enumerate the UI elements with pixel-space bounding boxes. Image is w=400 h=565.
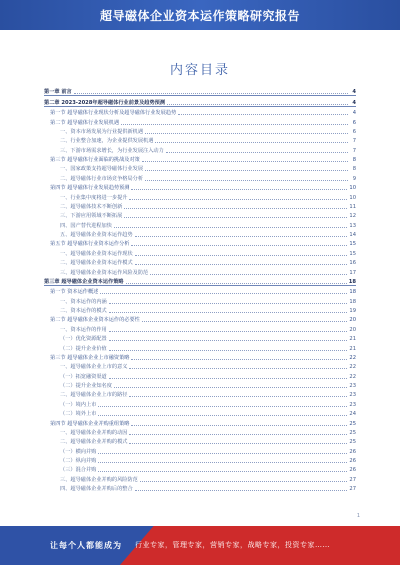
- toc-entry-page: 4: [352, 99, 356, 106]
- toc-entry-title: 第一节 超导磁体行业现状分析及超导磁体行业发展趋势: [50, 110, 177, 117]
- toc-entry-page: 25: [349, 439, 356, 446]
- toc-entry[interactable]: [44, 408, 356, 417]
- toc-dot-leader: [129, 368, 347, 369]
- toc-entry[interactable]: [44, 352, 356, 361]
- toc-dot-leader: [114, 227, 348, 228]
- toc-entry[interactable]: [44, 398, 356, 407]
- toc-dot-leader: [129, 434, 347, 435]
- toc-entry[interactable]: [44, 229, 356, 238]
- toc-entry[interactable]: [44, 182, 356, 191]
- toc-entry-page: 16: [349, 260, 356, 267]
- toc-entry[interactable]: [44, 455, 356, 464]
- toc-entry-page: 23: [349, 401, 356, 408]
- toc-entry-page: 18: [348, 278, 356, 285]
- toc-dot-leader: [142, 321, 348, 322]
- toc-entry-page: 26: [349, 458, 356, 464]
- toc-entry-title: 三、下游市场需求增长，为行业发展注入动力: [60, 147, 164, 154]
- toc-entry-page: 4: [352, 89, 356, 96]
- toc-entry-page: 23: [349, 383, 356, 389]
- toc-dot-leader: [109, 350, 348, 351]
- toc-entry-page: 20: [349, 326, 356, 333]
- toc-entry-title: 第二章 2023-2028年超导磁体行业前景及趋势预测: [44, 99, 166, 106]
- toc-entry-title: 三、超导磁体企业并购的风险防范: [60, 476, 138, 483]
- toc-entry[interactable]: [44, 342, 356, 351]
- toc-entry-page: 9: [352, 175, 356, 182]
- toc-entry-page: 25: [349, 420, 356, 427]
- toc-entry-page: 4: [352, 110, 356, 117]
- page-number: 1: [356, 513, 360, 519]
- toc-entry-title: 一、超导磁体企业并购的动因: [60, 429, 128, 436]
- toc-entry-page: 8: [352, 157, 356, 163]
- toc-entry[interactable]: [44, 323, 356, 332]
- toc-entry-title: （二）境外上市: [60, 411, 97, 418]
- toc-dot-leader: [109, 340, 348, 341]
- toc-dot-leader: [98, 406, 347, 407]
- toc-entry-page: 7: [352, 147, 356, 154]
- toc-entry-title: 一、超导磁体企业资本运作现状: [60, 250, 133, 257]
- toc-dot-leader: [155, 142, 348, 143]
- toc-dot-leader: [145, 170, 348, 171]
- toc-dot-leader: [109, 303, 348, 304]
- toc-entry[interactable]: [44, 219, 356, 228]
- footer-tagline: 行业专家，管理专家，营销专家，战略专家，投资专家……: [135, 541, 330, 549]
- toc-dot-leader: [178, 114, 348, 115]
- toc-entry[interactable]: [44, 473, 356, 482]
- toc-dot-leader: [135, 255, 348, 256]
- toc-dot-leader: [124, 208, 347, 209]
- toc-entry[interactable]: [44, 163, 356, 172]
- toc-entry[interactable]: [44, 417, 356, 426]
- toc-dot-leader: [98, 453, 347, 454]
- toc-entry[interactable]: [44, 266, 356, 275]
- toc-entry-title: 一、资本市场发展为行业提供新机遇: [60, 128, 144, 135]
- report-title: 超导磁体企业资本运作策略研究报告: [99, 9, 300, 23]
- toc-entry[interactable]: [44, 238, 356, 247]
- toc-entry-title: 第一章 前言: [44, 89, 72, 96]
- toc-entry-title: （二）提升企业知名度: [60, 383, 112, 389]
- toc-entry[interactable]: [44, 427, 356, 436]
- toc-dot-leader: [150, 274, 347, 275]
- toc-entry-title: 三、超导磁体企业资本运作风险及防范: [60, 269, 149, 276]
- toc-entry-page: 18: [349, 298, 356, 305]
- toc-entry[interactable]: [44, 257, 356, 266]
- toc-entry[interactable]: [44, 314, 356, 323]
- toc-entry-title: 二、资本运作的模式: [60, 308, 107, 314]
- toc-entry-page: 22: [349, 373, 356, 380]
- toc-entry[interactable]: [44, 107, 356, 116]
- toc-entry[interactable]: [44, 172, 356, 181]
- toc-dot-leader: [121, 124, 348, 125]
- footer-slogan: 让每个人都能成为: [50, 541, 122, 550]
- toc-dot-leader: [166, 152, 348, 153]
- toc-entry[interactable]: [44, 210, 356, 219]
- toc-entry-title: 四、国产替代进程加快: [60, 222, 112, 229]
- toc-entry-title: 第三节 超导磁体企业上市融资策略: [50, 354, 130, 361]
- toc-entry-title: 第五节 超导磁体行业资本运作分析: [50, 241, 130, 248]
- toc-entry[interactable]: [44, 380, 356, 389]
- toc-entry-title: 第三章 超导磁体企业资本运作策略: [44, 278, 124, 285]
- toc-entry[interactable]: [44, 126, 356, 135]
- toc-entry-title: （一）横向并购: [60, 448, 97, 455]
- toc-entry-title: 第三节 超导磁体行业面临的挑战及对策: [50, 157, 140, 163]
- toc-entry-page: 24: [349, 411, 356, 418]
- toc-entry-page: 10: [349, 194, 356, 201]
- toc-entry[interactable]: [44, 436, 356, 445]
- toc-entry[interactable]: [44, 483, 356, 492]
- toc-entry-title: （一）拓宽融资渠道: [60, 373, 107, 380]
- toc-dot-leader: [109, 378, 348, 379]
- toc-entry-title: 二、超导磁体企业上市的路径: [60, 392, 128, 399]
- toc-entry[interactable]: [44, 135, 356, 144]
- toc-dot-leader: [124, 217, 347, 218]
- toc-entry-page: 18: [349, 289, 356, 296]
- toc-entry-page: 23: [349, 392, 356, 399]
- toc-dot-leader: [131, 425, 347, 426]
- toc-entry-page: 19: [349, 308, 356, 314]
- toc-entry[interactable]: [44, 464, 356, 473]
- toc-entry-title: 二、行业整合加速，为企业提供发展机遇: [60, 138, 154, 145]
- toc-entry[interactable]: [44, 154, 356, 163]
- toc-entry-page: 6: [352, 128, 356, 135]
- toc-entry-page: 26: [349, 467, 356, 474]
- toc-dot-leader: [145, 180, 348, 181]
- toc-entry-page: 6: [352, 119, 356, 126]
- toc-dot-leader: [135, 236, 348, 237]
- toc-entry-page: 27: [349, 476, 356, 483]
- toc-dot-leader: [131, 189, 347, 190]
- toc-entry-page: 10: [349, 185, 356, 192]
- toc-dot-leader: [140, 481, 348, 482]
- toc-entry-title: 一、资本运作的内涵: [60, 298, 107, 305]
- toc-entry-title: 三、下游应用领域不断拓展: [60, 213, 123, 220]
- toc-entry-title: （二）提升企业价值: [60, 345, 107, 352]
- toc-entry[interactable]: [44, 276, 356, 286]
- toc-entry-page: 7: [352, 138, 356, 145]
- toc-dot-leader: [98, 415, 347, 416]
- toc-entry-title: 一、资本运作的作用: [60, 326, 107, 333]
- report-title-banner: [0, 0, 400, 30]
- toc-dot-leader: [135, 264, 348, 265]
- toc-entry-title: 一、超导磁体企业上市的意义: [60, 364, 128, 371]
- toc-entry-title: （二）纵向并购: [60, 458, 97, 464]
- toc-entry-title: 二、超导磁体企业资本运作模式: [60, 260, 133, 267]
- toc-entry-page: 13: [349, 222, 356, 229]
- toc-entry-title: 二、超导磁体技术不断创新: [60, 203, 123, 210]
- toc-dot-leader: [74, 93, 348, 94]
- toc-entry[interactable]: [44, 295, 356, 304]
- toc-entry[interactable]: [44, 305, 356, 314]
- toc-entry[interactable]: [44, 201, 356, 210]
- toc-entry-page: 15: [349, 241, 356, 248]
- toc-dot-leader: [109, 331, 348, 332]
- toc-entry-page: 26: [349, 448, 356, 455]
- toc-dot-leader: [98, 462, 347, 463]
- toc-dot-leader: [109, 312, 348, 313]
- toc-dot-leader: [129, 199, 347, 200]
- toc-entry-page: 25: [349, 429, 356, 436]
- toc-entry[interactable]: [44, 86, 356, 96]
- toc-entry-title: 第四节 超导磁体企业并购重组策略: [50, 420, 130, 427]
- toc-entry[interactable]: [44, 247, 356, 256]
- toc-dot-leader: [131, 359, 347, 360]
- toc-dot-leader: [131, 245, 347, 246]
- toc-entry-page: 17: [349, 269, 356, 276]
- toc-entry-title: 第一节 资本运作概述: [50, 289, 99, 296]
- toc-entry-page: 11: [349, 203, 356, 210]
- toc-entry-page: 27: [349, 486, 356, 493]
- toc-entry-title: （一）境内上市: [60, 401, 97, 408]
- toc-entry-page: 21: [349, 345, 356, 352]
- toc-entry-title: 二、超导磁体企业并购的模式: [60, 439, 128, 446]
- toc-heading: 内容目录: [169, 63, 230, 78]
- toc-dot-leader: [100, 293, 347, 294]
- toc-dot-leader: [129, 443, 347, 444]
- toc-entry-page: 21: [349, 336, 356, 343]
- toc-entry-page: 22: [349, 364, 356, 371]
- toc-entry[interactable]: [44, 144, 356, 153]
- toc-entry-title: 五、超导磁体企业资本运作趋势: [60, 232, 133, 238]
- toc-entry[interactable]: [44, 333, 356, 342]
- toc-entry-title: 一、国家政策支持超导磁体行业发展: [60, 166, 144, 173]
- toc-dot-leader: [126, 283, 347, 284]
- toc-entry-title: 第二节 超导磁体行业发展机遇: [50, 119, 120, 126]
- toc-dot-leader: [129, 396, 347, 397]
- footer-banner: [0, 526, 400, 565]
- toc-entry-title: 第四节 超导磁体行业发展趋势预测: [50, 185, 130, 192]
- toc-entry-title: 一、行业集中度将进一步提升: [60, 194, 128, 201]
- toc-entry[interactable]: [44, 191, 356, 200]
- toc-entry-title: 二、超导磁体行业市场竞争格局分析: [60, 175, 144, 182]
- toc-entry[interactable]: [44, 361, 356, 370]
- toc-entry-title: （一）优化资源配置: [60, 336, 107, 343]
- toc-entry-page: 8: [352, 166, 356, 173]
- toc-entry-page: 14: [349, 232, 356, 238]
- toc-dot-leader: [135, 490, 348, 491]
- toc-dot-leader: [167, 104, 348, 105]
- toc-entry-page: 20: [349, 317, 356, 324]
- table-of-contents: [44, 86, 356, 492]
- toc-entry-title: 四、超导磁体企业并购后的整合: [60, 486, 133, 493]
- toc-entry-title: 第二节 超导磁体企业资本运作的必要性: [50, 317, 140, 324]
- toc-dot-leader: [98, 471, 347, 472]
- toc-dot-leader: [114, 387, 348, 388]
- toc-entry-title: （三）混合并购: [60, 467, 97, 474]
- toc-entry[interactable]: [44, 389, 356, 398]
- toc-entry[interactable]: [44, 370, 356, 379]
- toc-entry-page: 22: [349, 354, 356, 361]
- toc-dot-leader: [145, 133, 348, 134]
- toc-entry[interactable]: [44, 96, 356, 106]
- toc-dot-leader: [142, 161, 348, 162]
- toc-entry[interactable]: [44, 116, 356, 125]
- toc-entry-page: 12: [349, 213, 356, 220]
- toc-entry-page: 15: [349, 250, 356, 257]
- toc-entry[interactable]: [44, 445, 356, 454]
- toc-entry[interactable]: [44, 286, 356, 295]
